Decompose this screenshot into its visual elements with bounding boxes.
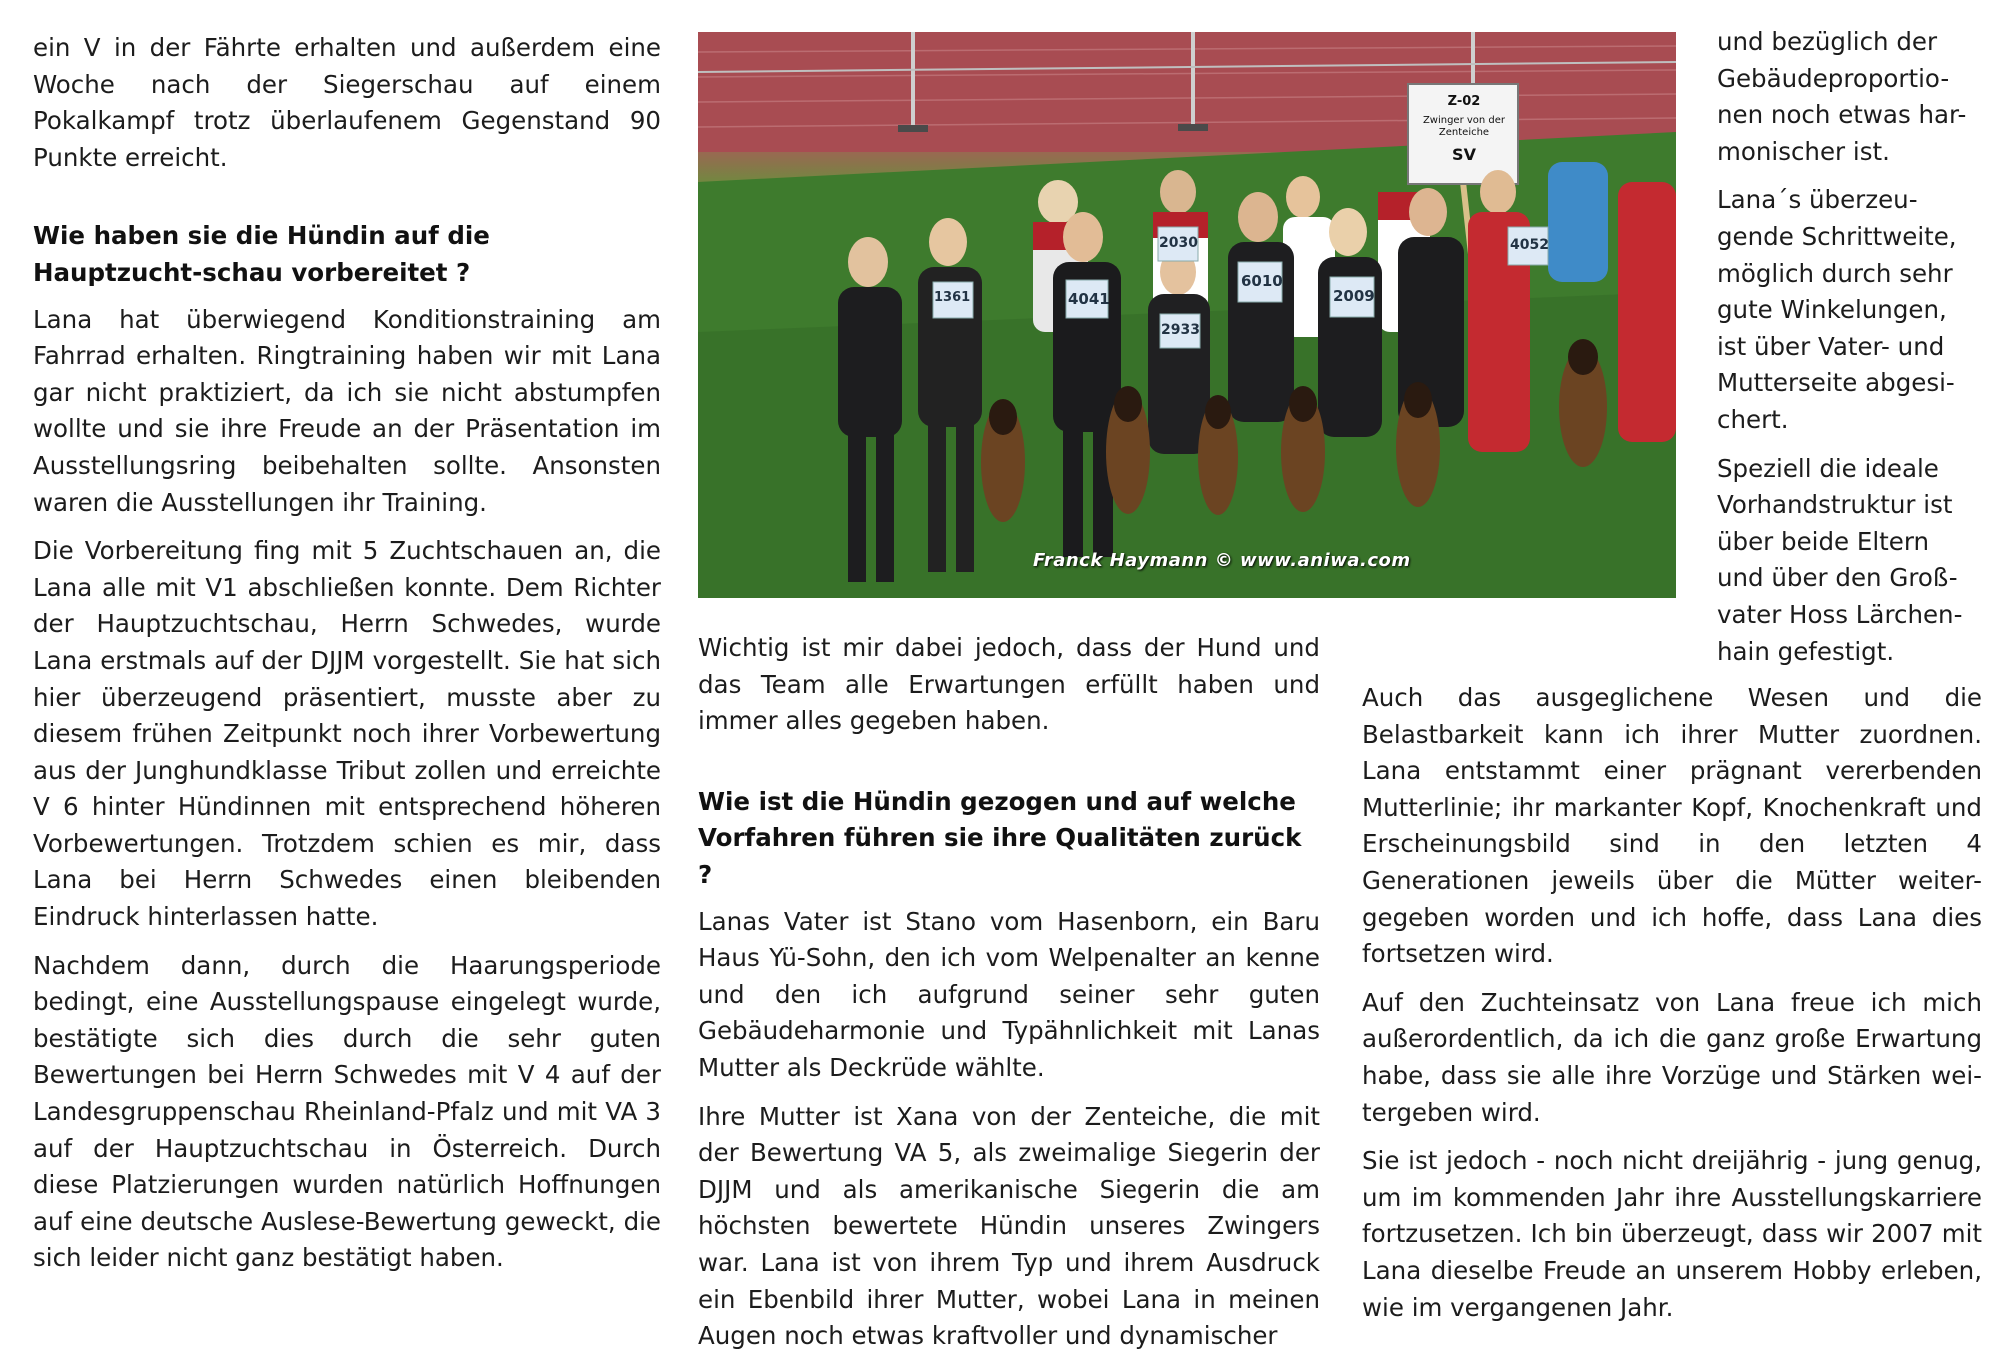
paragraph-intro: ein V in der Fährte erhalten und außerdem eine Woche nach der Siegerschau auf einem Pokalkampf trotz überlaufenem Gegenstand 90 Punkte erreicht.	[33, 33, 661, 172]
section-heading-breeding: Wie ist die Hündin gezogen und auf welche Vorfahren führen sie ihre Qualitäten zurück ?	[698, 786, 1302, 889]
bib-number: 1361	[934, 290, 971, 305]
sign-code: Z-02	[1447, 94, 1481, 109]
paragraph-temperament: Auch das ausgeglichene Wesen und die Belastbarkeit kann ich ihrer Mutter zuordnen. Lana entstammt einer prägnant vererbenden Mutterlinie; ihr markanter Kopf, Knochenkraft und Erscheinungsbild sind in den letzten 4 Generationen jeweils über die Mütter weiter-gegeben worden und ich hoffe, dass Lana dies fortsetzen wird.	[1362, 683, 1982, 969]
column-left	[33, 30, 661, 1289]
paragraph-forehand: Speziell die ideale Vorhandstruktur ist über beide Eltern und über den Groß-vater Hoss Lärchen-hain gefestigt.	[1717, 453, 1963, 666]
paragraph-mother: Ihre Mutter ist Xana von der Zenteiche, die mit der Bewertung VA 5, als zweimalige Siegerin der DJJM und als amerikanische Siegerin die am höchsten bewertete Hündin unseres Zwingers war. Lana ist von ihrem Typ und ihrem Ausdruck ein Ebenbild ihrer Mutter, wobei Lana in meinen Augen noch etwas kraftvoller und dynamischer	[698, 1101, 1320, 1351]
sign-text: Zwinger von der Zenteiche	[1422, 115, 1506, 138]
paragraph-proportions: und bezüglich der Gebäudeproportio-nen noch etwas har-monischer ist.	[1717, 27, 1967, 166]
paragraph-breeding-use: Auf den Zuchteinsatz von Lana freue ich mich außerordentlich, da ich die ganz große Erwartung habe, dass sie alle ihre Vorzüge und Stärken wei-tergeben wird.	[1362, 987, 1982, 1127]
paragraph-expectations: Wichtig ist mir dabei jedoch, dass der Hund und das Team alle Erwartungen erfüllt haben und immer alles gegeben haben.	[698, 633, 1320, 736]
article-photo	[698, 32, 1676, 598]
photo-dog-team-lineup	[698, 32, 1676, 598]
bib-number: 6010	[1241, 272, 1283, 290]
paragraph-gait: Lana´s überzeu-gende Schrittweite, möglich durch sehr gute Winkelungen, ist über Vater- und Mutterseite abgesi-chert.	[1717, 185, 1957, 434]
column-middle	[698, 630, 1320, 1367]
bib-number: 2009	[1333, 287, 1375, 305]
bib-number: 2933	[1161, 322, 1200, 338]
paragraph-preparation: Die Vorbereitung fing mit 5 Zuchtschauen an, die Lana alle mit V1 abschließen konnte. Dem Richter der Hauptzuchtschau, Herrn Schwedes, wurde Lana erstmals auf der DJJM vorgestellt. Sie hat sich hier überzeugend präsentiert, musste aber zu diesem frühen Zeitpunkt noch ihrer Vorbewertung aus der Junghundklasse Tribut zollen und erreichte V 6 hinter Hündinnen mit entsprechend höheren Vorbewertungen. Trotzdem schien es mir, dass Lana bei Herrn Schwedes einen bleibenden Eindruck hinterlassen hatte.	[33, 536, 661, 932]
column-right-narrow	[1717, 24, 1983, 682]
bib-number: 4052	[1510, 237, 1549, 253]
column-right-wide	[1362, 680, 1982, 1338]
paragraph-shows: Nachdem dann, durch die Haarungsperiode bedingt, eine Ausstellungspause eingelegt wurde, bestätigte sich dies durch die sehr guten Bewertungen bei Herrn Schwedes mit V 4 auf der Landesgruppenschau Rheinland-Pfalz und mit VA 3 auf der Hauptzuchtschau in Österreich. Durch diese Platzierungen wurden natürlich Hoffnungen auf eine deutsche Auslese-Bewertung geweckt, die sich leider nicht ganz bestätigt haben.	[33, 950, 661, 1273]
sign-logo: SV	[1452, 145, 1476, 164]
paragraph-outlook: Sie ist jedoch - noch nicht dreijährig - jung genug, um im kommenden Jahr ihre Ausstellungskarriere fortzusetzen. Ich bin überzeugt, dass wir 2007 mit Lana dieselbe Freude an unserem Hobby erleben, wie im vergangenen Jahr.	[1362, 1146, 1982, 1322]
bib-number: 2030	[1159, 235, 1198, 251]
photo-credit: Franck Haymann © www.aniwa.com	[1033, 550, 1411, 571]
bib-number: 4041	[1068, 290, 1110, 308]
section-heading-preparation: Wie haben sie die Hündin auf die Hauptzucht-schau vorbereitet ?	[33, 221, 490, 287]
kennel-sign	[1416, 94, 1512, 164]
paragraph-father: Lanas Vater ist Stano vom Hasenborn, ein Baru Haus Yü-Sohn, den ich vom Welpenalter an kenne und den ich aufgrund seiner sehr guten Gebäudeharmonie und Typähnlichkeit mit Lanas Mutter als Deckrüde wählte.	[698, 906, 1320, 1082]
paragraph-training: Lana hat überwiegend Konditionstraining am Fahrrad erhalten. Ringtraining haben wir mit Lana gar nicht praktiziert, da ich sie nicht abstumpfen wollte und sie ihre Freude an der Präsentation im Ausstellungsring beibehalten sollte. Ansonsten waren die Ausstellungen ihr Training.	[33, 304, 661, 517]
